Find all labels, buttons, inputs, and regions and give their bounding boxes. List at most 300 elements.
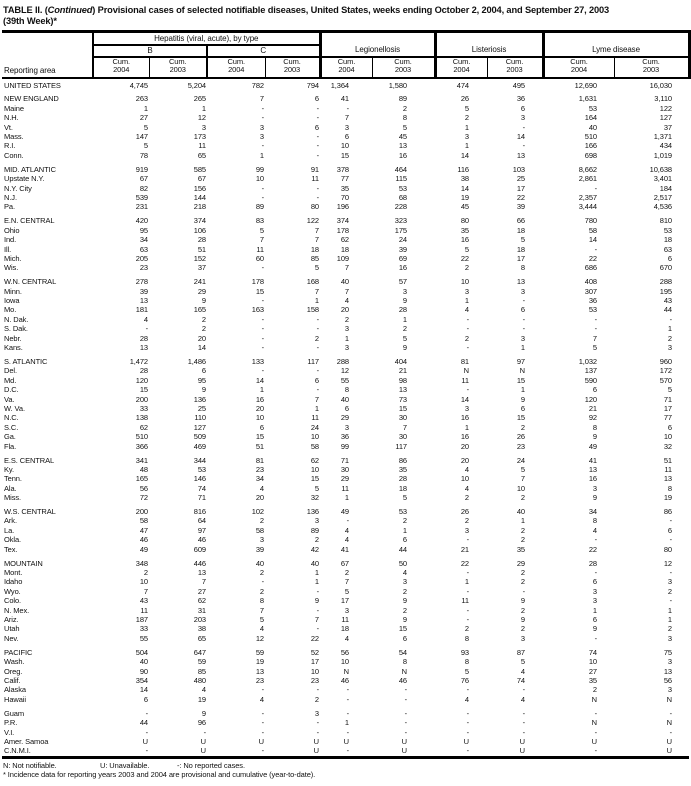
cell: 323 (394, 216, 407, 226)
cell: 16,030 (649, 80, 672, 90)
table-row (2, 184, 689, 193)
cell: 919 (135, 164, 148, 174)
cell: 26 (516, 432, 525, 442)
cell: 9 (402, 343, 407, 353)
row-label: UNITED STATES (4, 80, 61, 90)
table-row (2, 606, 689, 615)
row-label: Ind. (4, 235, 17, 245)
cell: U (463, 736, 469, 746)
cell: 71 (197, 493, 206, 503)
cell: 2 (464, 624, 469, 634)
cell: 2 (201, 314, 206, 324)
row-label: Wash. (4, 657, 25, 667)
cell: 10 (310, 432, 319, 442)
table-row (2, 277, 689, 286)
cell: 2 (402, 324, 407, 334)
cell: 12 (197, 113, 206, 123)
row-label: Hawaii (4, 694, 26, 704)
cum-header: Cum. 2004 (435, 57, 487, 78)
cell: 15 (255, 286, 264, 296)
table-row (2, 596, 689, 605)
cell: 9 (402, 596, 407, 606)
cell: 122 (659, 103, 672, 113)
cell: 288 (659, 277, 672, 287)
cell: 55 (139, 633, 148, 643)
cell: - (466, 314, 469, 324)
cell: 53 (398, 507, 407, 517)
cell: 6 (314, 375, 319, 385)
title-week: (39th Week)* (3, 16, 57, 26)
cell: - (261, 685, 264, 695)
cell: 56 (139, 483, 148, 493)
cell: 686 (584, 263, 597, 273)
cell: 420 (135, 216, 148, 226)
cell: 8 (259, 596, 264, 606)
cell: 2 (314, 535, 319, 545)
cell: 28 (588, 558, 597, 568)
lyme-disease-header: Lyme disease (543, 32, 689, 57)
table-row (2, 526, 689, 535)
table-row (2, 624, 689, 633)
row-label: W. Va. (4, 404, 25, 413)
cell: 89 (310, 525, 319, 535)
cell: 65 (197, 150, 206, 160)
cell: - (346, 516, 349, 526)
row-label: Nev. (4, 633, 19, 643)
cell: 165 (135, 474, 148, 484)
cell: 16 (588, 474, 597, 484)
cell: 2 (520, 624, 525, 634)
cell: - (466, 605, 469, 615)
cell: - (404, 718, 407, 728)
cell: - (404, 727, 407, 737)
cell: - (594, 183, 597, 193)
cell: 41 (340, 544, 349, 554)
row-label: Mont. (4, 568, 23, 577)
row-label: E.S. CENTRAL (4, 455, 55, 465)
table-row (2, 728, 689, 737)
cell: 74 (516, 675, 525, 685)
cell: 474 (456, 80, 469, 90)
cell: 1,580 (388, 80, 407, 90)
cell: - (261, 103, 264, 113)
table-row (2, 296, 689, 305)
cell: 17 (516, 183, 525, 193)
cum-header: Cum. 2003 (265, 57, 320, 78)
cum-header: Cum. 2003 (149, 57, 207, 78)
cell: 2 (520, 568, 525, 577)
cell: 3 (314, 516, 319, 526)
cell: 8 (520, 263, 525, 273)
row-label: D.C. (4, 385, 19, 395)
cell: 38 (460, 174, 469, 184)
cell: 26 (460, 507, 469, 517)
cell: 3 (667, 577, 672, 587)
cell: - (594, 727, 597, 737)
cell: 510 (584, 132, 597, 142)
cell: 3 (344, 122, 349, 132)
cell: 16 (255, 394, 264, 404)
table-row (2, 456, 689, 465)
table-row (2, 141, 689, 150)
cell: - (316, 343, 319, 353)
cell: - (145, 324, 148, 334)
cell: - (261, 192, 264, 202)
cell: 374 (336, 216, 349, 226)
cell: 3 (259, 132, 264, 142)
cell: 42 (310, 544, 319, 554)
cell: 17 (310, 657, 319, 667)
cell: 7 (520, 474, 525, 484)
cell: 147 (135, 132, 148, 142)
cell: 203 (193, 615, 206, 625)
table-row (2, 676, 689, 685)
cell: 77 (340, 174, 349, 184)
cell: 5 (520, 464, 525, 474)
cell: - (346, 103, 349, 113)
cell: 17 (516, 253, 525, 263)
cell: - (261, 577, 264, 587)
cell: - (594, 746, 597, 756)
cell: 50 (398, 558, 407, 568)
table-row (2, 94, 689, 103)
cell: 39 (139, 286, 148, 296)
cell: 241 (193, 277, 206, 287)
cell: 3 (667, 685, 672, 695)
cell: 41 (588, 455, 597, 465)
cell: 1,019 (653, 150, 672, 160)
cell: 11 (311, 413, 319, 423)
cell: 33 (139, 404, 148, 413)
cell: 6 (520, 404, 525, 413)
cell: 7 (259, 235, 264, 245)
cell: - (466, 718, 469, 728)
cell: 504 (135, 647, 148, 657)
cell: 354 (135, 675, 148, 685)
cell: 794 (306, 80, 319, 90)
cell: 65 (197, 633, 206, 643)
cell: 19 (663, 493, 672, 503)
row-label: S. ATLANTIC (4, 356, 48, 366)
cell: 11 (461, 375, 469, 385)
cell: U (313, 736, 319, 746)
cell: U (313, 746, 319, 756)
row-label: Fla. (4, 441, 17, 451)
cell: N (463, 366, 469, 376)
cell: 66 (516, 216, 525, 226)
table-row (2, 545, 689, 554)
cell: - (316, 366, 319, 376)
row-label: MOUNTAIN (4, 558, 43, 568)
cell: 218 (193, 202, 206, 212)
cell: 13 (197, 568, 206, 577)
cell: 18 (310, 244, 319, 254)
cell: 3 (344, 605, 349, 615)
cell: 28 (398, 305, 407, 315)
row-label: W.S. CENTRAL (4, 507, 56, 517)
cell: - (261, 333, 264, 343)
footnote-legend (3, 761, 689, 771)
cell: 47 (139, 525, 148, 535)
row-label: N.Y. City (4, 183, 32, 193)
cell: 27 (139, 113, 148, 123)
table-row (2, 474, 689, 483)
cell: 13 (139, 296, 148, 306)
cell: 404 (394, 356, 407, 366)
cell: 136 (193, 394, 206, 404)
cell: 8 (592, 516, 597, 526)
cell: 58 (255, 525, 264, 535)
row-label: Colo. (4, 596, 22, 606)
cell: - (316, 605, 319, 615)
cell: 307 (584, 286, 597, 296)
cell: 34 (139, 235, 148, 245)
cell: 2 (520, 493, 525, 503)
row-label: La. (4, 525, 15, 535)
table-row (2, 263, 689, 272)
cell: 75 (663, 647, 672, 657)
row-label: V.I. (4, 727, 15, 737)
cell: - (669, 727, 672, 737)
cell: 3 (520, 286, 525, 296)
footnote-u: U: Unavailable. (100, 760, 150, 770)
cell: 58 (310, 441, 319, 451)
cell: 13 (663, 474, 672, 484)
table-row (2, 165, 689, 174)
cell: - (316, 141, 319, 151)
row-label: Iowa (4, 296, 20, 306)
cell: 366 (135, 441, 148, 451)
cell: 77 (663, 413, 672, 423)
cell: 3 (520, 633, 525, 643)
cell: 11 (341, 483, 349, 493)
row-label: W.N. CENTRAL (4, 277, 57, 287)
cell: 16 (460, 413, 469, 423)
row-label: NEW ENGLAND (4, 94, 59, 104)
row-label: Oreg. (4, 666, 23, 676)
reporting-area-header: Reporting area (2, 32, 93, 78)
cell: - (522, 324, 525, 334)
cell: 144 (193, 192, 206, 202)
cell: 7 (314, 235, 319, 245)
row-label: Ala. (4, 483, 17, 493)
cell: 49 (139, 544, 148, 554)
row-label: C.N.M.I. (4, 746, 31, 756)
cell: - (669, 314, 672, 324)
cell: 40 (340, 394, 349, 404)
cell: 4 (201, 685, 206, 695)
cell: 15 (516, 413, 525, 423)
cell: 80 (310, 202, 319, 212)
cell: 30 (398, 432, 407, 442)
cell: - (466, 615, 469, 625)
cell: - (669, 535, 672, 545)
cell: 69 (398, 253, 407, 263)
cell: 11 (664, 464, 672, 474)
cell: 6 (402, 633, 407, 643)
row-label: N. Mex. (4, 605, 30, 615)
row-label: R.I. (4, 141, 16, 151)
cell: 117 (307, 356, 319, 366)
cell: 52 (310, 647, 319, 657)
cell: - (522, 141, 525, 151)
cell: N (591, 694, 597, 704)
table-row (2, 516, 689, 525)
row-label: PACIFIC (4, 647, 33, 657)
cell: 19 (255, 657, 264, 667)
cell: 29 (340, 474, 349, 484)
cell: 2 (259, 516, 264, 526)
cell: 960 (659, 356, 672, 366)
cell: 1,364 (330, 80, 349, 90)
cell: 434 (659, 141, 672, 151)
cell: 6 (520, 305, 525, 315)
cell: N (666, 718, 672, 728)
cell: 4,745 (129, 80, 148, 90)
cell: 74 (197, 483, 206, 493)
cell: 27 (588, 666, 597, 676)
table-row (2, 366, 689, 375)
cell: 2 (402, 516, 407, 526)
cell: 7 (314, 615, 319, 625)
row-label: Nebr. (4, 333, 22, 343)
cell: 374 (193, 216, 206, 226)
cell: 5 (402, 122, 407, 132)
cell: 178 (251, 277, 264, 287)
row-label: Kans. (4, 343, 23, 353)
row-label: Idaho (4, 577, 23, 587)
cell: 120 (135, 375, 148, 385)
cell: 2 (464, 263, 469, 273)
table-row (2, 587, 689, 596)
table-row (2, 737, 689, 746)
cell: 12,690 (574, 80, 597, 90)
cell: - (316, 385, 319, 395)
cell: - (594, 314, 597, 324)
cell: 15 (516, 375, 525, 385)
row-label: Mo. (4, 305, 17, 315)
cell: 30 (398, 413, 407, 423)
cell: 10 (460, 474, 469, 484)
cum-header: Cum. 2003 (372, 57, 435, 78)
cell: 164 (584, 113, 597, 123)
cell: 36 (588, 296, 597, 306)
cell: 16 (398, 263, 407, 273)
cell: 4 (259, 694, 264, 704)
cell: 158 (306, 305, 319, 315)
cell: 146 (193, 474, 206, 484)
cell: 93 (460, 647, 469, 657)
cell: - (316, 314, 319, 324)
cell: 20 (255, 493, 264, 503)
cell: 14 (197, 343, 206, 353)
cell: - (316, 324, 319, 334)
table-row (2, 151, 689, 160)
table-row (2, 395, 689, 404)
cell: 3 (592, 483, 597, 493)
cell: 175 (394, 225, 407, 235)
cell: 38 (197, 624, 206, 634)
cell: 782 (251, 80, 264, 90)
table-row (2, 493, 689, 502)
table-row (2, 615, 689, 624)
cell: 10 (139, 577, 148, 587)
cell: 196 (336, 202, 349, 212)
row-label: Miss. (4, 493, 21, 503)
cell: 165 (193, 305, 206, 315)
cell: 231 (135, 202, 148, 212)
cell: 3 (402, 286, 407, 296)
cell: - (669, 708, 672, 718)
row-label: Vt. (4, 122, 13, 132)
cell: 25 (516, 174, 525, 184)
cell: 67 (340, 558, 349, 568)
cell: 80 (460, 216, 469, 226)
cell: 133 (251, 356, 264, 366)
cell: - (346, 685, 349, 695)
cell: 13 (663, 666, 672, 676)
cell: 9 (520, 596, 525, 606)
cell: 49 (588, 441, 597, 451)
cell: 6 (592, 615, 597, 625)
cell: 13 (588, 464, 597, 474)
cell: 98 (398, 375, 407, 385)
row-label: Ky. (4, 464, 14, 474)
cell: - (404, 685, 407, 695)
row-label: P.R. (4, 718, 18, 728)
cell: 11 (461, 596, 469, 606)
cell: 15 (310, 474, 319, 484)
footnotes (2, 761, 689, 780)
cell: 59 (255, 647, 264, 657)
cell: - (261, 141, 264, 151)
cell: 137 (584, 366, 597, 376)
cell: 5 (259, 615, 264, 625)
cell: 1 (344, 333, 349, 343)
row-label: Mass. (4, 132, 24, 142)
table-row (2, 287, 689, 296)
cell: 698 (584, 150, 597, 160)
row-label: Wyo. (4, 586, 21, 596)
cell: 1 (520, 343, 525, 353)
cell: 3 (344, 343, 349, 353)
cell: 1 (464, 141, 469, 151)
cell: 72 (139, 493, 148, 503)
cell: - (346, 694, 349, 704)
cell: 18 (516, 225, 525, 235)
cell: 10 (460, 277, 469, 287)
table-row (2, 432, 689, 441)
cell: 4 (464, 464, 469, 474)
row-label: Okla. (4, 535, 22, 545)
table-row (2, 695, 689, 704)
cell: 60 (255, 253, 264, 263)
cell: - (261, 727, 264, 737)
cell: 509 (193, 432, 206, 442)
cell: 117 (395, 441, 407, 451)
cell: 13 (516, 277, 525, 287)
cell: 22 (516, 192, 525, 202)
cell: 64 (197, 516, 206, 526)
cell: 23 (255, 675, 264, 685)
table-row (2, 193, 689, 202)
cell: 6 (402, 535, 407, 545)
cell: 1 (314, 404, 319, 413)
cell: 55 (340, 375, 349, 385)
row-label: S. Dak. (4, 324, 28, 334)
cell: 19 (197, 694, 206, 704)
table-row (2, 465, 689, 474)
